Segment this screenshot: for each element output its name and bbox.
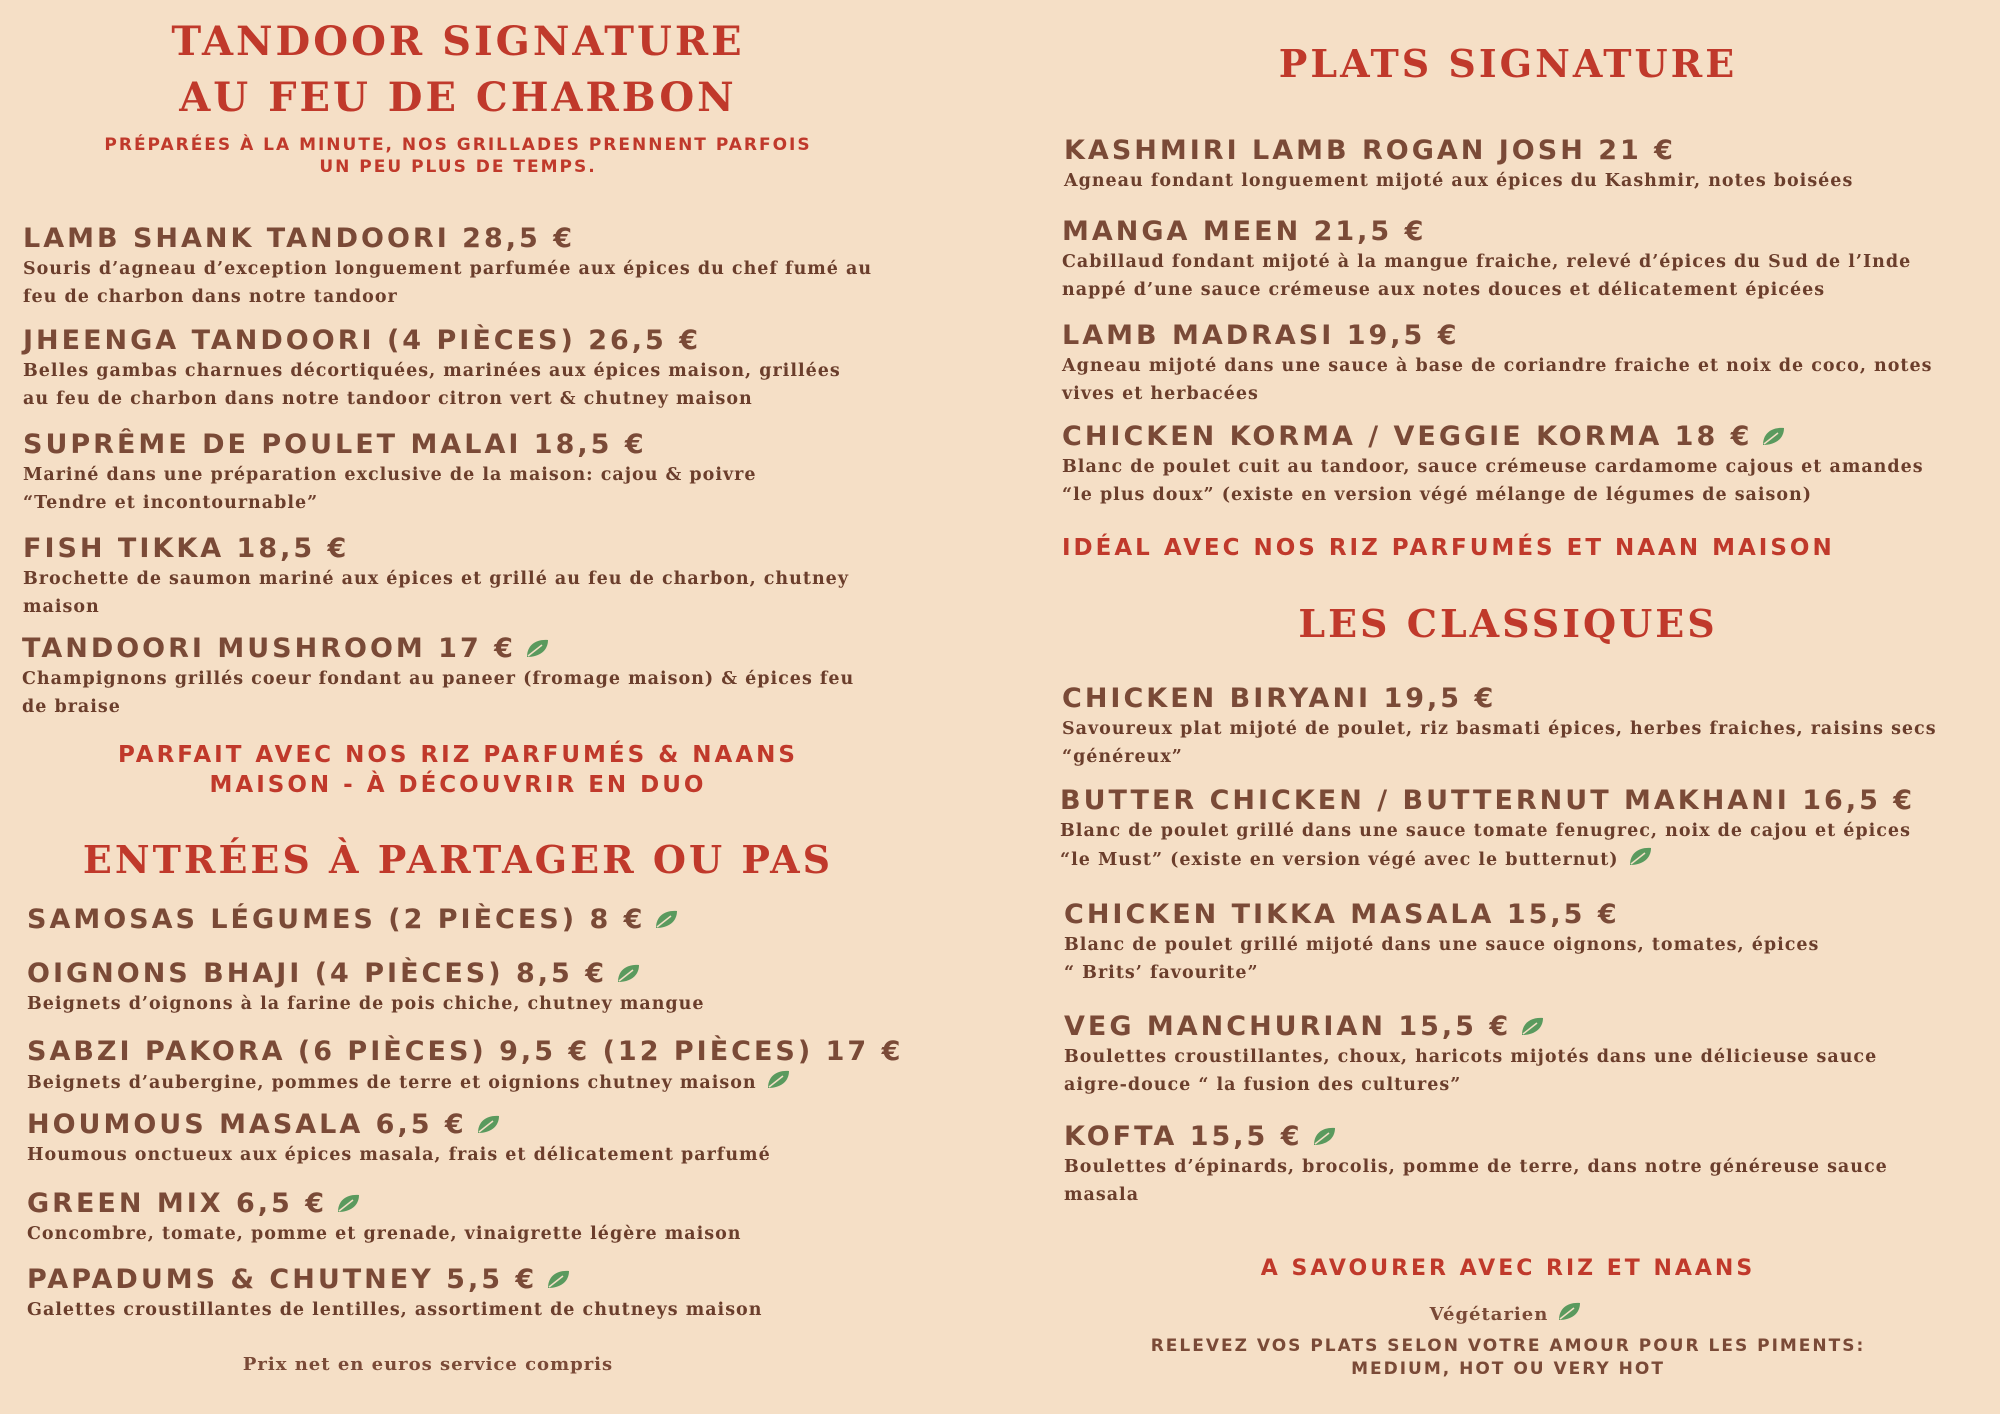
pairing-line: MAISON - À DÉCOUVRIR EN DUO	[209, 772, 707, 798]
dish-name: MANGA MEEN 21,5 €	[1062, 216, 1427, 247]
dish-desc-text: “le Must” (existe en version végé avec le butternut)	[1060, 850, 1619, 870]
dish-desc-line: Cabillaud fondant mijoté à la mangue fraiche, relevé d’épices du Sud de l’Inde	[1062, 252, 1912, 272]
dish-description	[1062, 453, 1924, 509]
tandoor-pairing-note	[18, 740, 898, 800]
dish-description	[27, 1068, 903, 1097]
dish-description	[1062, 715, 1937, 771]
dish-name: LAMB SHANK TANDOORI 28,5 €	[23, 223, 575, 254]
dish-description	[23, 565, 849, 621]
dish-description: Concombre, tomate, pomme et grenade, vinaigrette légère maison	[27, 1224, 742, 1244]
dish-name: KASHMIRI LAMB ROGAN JOSH 21 €	[1064, 135, 1676, 166]
dish-name	[27, 1264, 762, 1296]
menu-item	[23, 223, 872, 311]
dish-desc-line: “généreux”	[1062, 747, 1183, 767]
dish-desc-line	[1060, 845, 1915, 874]
dish-description	[1064, 1153, 1888, 1209]
dish-desc-line: au feu de charbon dans notre tandoor citron vert & chutney maison	[23, 389, 753, 409]
dish-desc-line: Boulettes croustillantes, choux, haricots mijotés dans une délicieuse sauce	[1064, 1047, 1878, 1067]
dish-name	[27, 958, 705, 990]
dish-name-text: VEG MANCHURIAN 15,5 €	[1064, 1011, 1512, 1042]
dish-desc-line: masala	[1064, 1185, 1140, 1205]
dish-name: CHICKEN TIKKA MASALA 15,5 €	[1064, 899, 1620, 930]
dish-name-text: TANDOORI MUSHROOM 17 €	[22, 633, 516, 664]
menu-item	[23, 325, 841, 413]
tandoor-note-line1: PRÉPARÉES À LA MINUTE, NOS GRILLADES PRENNENT PARFOIS	[104, 135, 812, 155]
dish-desc-line: Blanc de poulet grillé dans une sauce tomate fenugrec, noix de cajou et épices	[1060, 821, 1911, 841]
dish-desc-line: Savoureux plat mijoté de poulet, riz basmati épices, herbes fraiches, raisins secs	[1062, 719, 1937, 739]
menu-item	[27, 904, 683, 936]
vegetarian-leaf-icon	[475, 1113, 505, 1135]
dish-desc-line: nappé d’une sauce crémeuse aux notes douces et délicatement épicées	[1062, 280, 1826, 300]
dish-name-text: OIGNONS BHAJI (4 PIÈCES) 8,5 €	[27, 958, 607, 989]
vegetarian-leaf-icon	[1311, 1125, 1341, 1147]
dish-desc-line: feu de charbon dans notre tandoor	[23, 287, 398, 307]
dish-desc-line: Mariné dans une préparation exclusive de la maison: cajou & poivre	[23, 465, 757, 485]
dish-description	[1062, 352, 1933, 408]
dish-description: Galettes croustillantes de lentilles, assortiment de chutneys maison	[27, 1300, 763, 1320]
menu-item	[1064, 899, 1819, 987]
dish-name	[22, 633, 854, 665]
dish-desc-line: Belles gambas charnues décortiquées, marinées aux épices maison, grillées	[23, 361, 841, 381]
dish-name: SUPRÊME DE POULET MALAI 18,5 €	[23, 429, 647, 460]
signature-title: PLATS SIGNATURE	[1278, 41, 1738, 86]
dish-description	[23, 357, 841, 413]
menu-item	[1064, 1011, 1877, 1099]
dish-description	[23, 255, 872, 311]
vegetarian-leaf-icon	[545, 1268, 575, 1290]
dish-desc-line: “ Brits’ favourite”	[1064, 963, 1259, 983]
dish-name: JHEENGA TANDOORI (4 PIÈCES) 26,5 €	[23, 325, 702, 356]
menu-item	[27, 1036, 903, 1097]
classiques-pairing-note: A SAVOURER AVEC RIZ ET NAANS	[1260, 1256, 1756, 1281]
menu-item	[1062, 683, 1937, 771]
dish-desc-line: Blanc de poulet grillé mijoté dans une sauce oignons, tomates, épices	[1064, 935, 1820, 955]
menu-item	[27, 958, 705, 1018]
price-footer: Prix net en euros service compris	[242, 1354, 614, 1375]
dish-name-text: PAPADUMS & CHUTNEY 5,5 €	[27, 1264, 538, 1295]
dish-desc-line: de braise	[22, 697, 121, 717]
tandoor-title-line2: AU FEU DE CHARBON	[179, 74, 737, 121]
menu-item	[1062, 216, 1911, 304]
dish-desc-text: Beignets d’aubergine, pommes de terre et oignions chutney maison	[27, 1073, 757, 1093]
dish-desc-line: Blanc de poulet cuit au tandoor, sauce crémeuse cardamome cajous et amandes	[1062, 457, 1924, 477]
menu-item	[27, 1109, 771, 1169]
vegetarian-legend	[1058, 1300, 1958, 1325]
dish-desc-line: Boulettes d’épinards, brocolis, pomme de terre, dans notre généreuse sauce	[1064, 1157, 1888, 1177]
dish-name: BUTTER CHICKEN / BUTTERNUT MAKHANI 16,5 €	[1060, 785, 1916, 816]
dish-desc-line: Champignons grillés coeur fondant au paneer (fromage maison) & épices feu	[22, 669, 855, 689]
dish-desc-line: vives et herbacées	[1062, 384, 1259, 404]
tandoor-note-line2: UN PEU PLUS DE TEMPS.	[319, 157, 597, 177]
dish-name-text: HOUMOUS MASALA 6,5 €	[27, 1109, 467, 1140]
dish-description	[1064, 1043, 1877, 1099]
dish-desc-line: Agneau mijoté dans une sauce à base de coriandre fraiche et noix de coco, notes	[1062, 356, 1933, 376]
vegetarian-leaf-icon	[1760, 425, 1790, 447]
dish-description	[23, 461, 757, 517]
dish-name	[27, 1188, 742, 1220]
menu-item	[1062, 421, 1924, 509]
pairing-line: PARFAIT AVEC NOS RIZ PARFUMÉS & NAANS	[118, 742, 798, 768]
dish-description: Beignets d’oignons à la farine de pois chiche, chutney mangue	[27, 994, 705, 1014]
vegetarian-leaf-icon	[765, 1068, 795, 1090]
dish-name: SABZI PAKORA (6 PIÈCES) 9,5 € (12 PIÈCES) 17 €	[27, 1036, 904, 1067]
signature-pairing-note: IDÉAL AVEC NOS RIZ PARFUMÉS ET NAAN MAISON	[1062, 535, 1835, 561]
menu-item	[27, 1264, 762, 1324]
classiques-title: LES CLASSIQUES	[1298, 601, 1718, 646]
dish-name-text: CHICKEN KORMA / VEGGIE KORMA 18 €	[1062, 421, 1753, 452]
dish-desc-line: “Tendre et incontournable”	[23, 493, 319, 513]
vegetarian-leaf-icon	[1519, 1015, 1549, 1037]
tandoor-note	[18, 134, 898, 178]
dish-name	[27, 1109, 771, 1141]
dish-name	[1064, 1121, 1888, 1153]
dish-desc-line: Brochette de saumon mariné aux épices et grillé au feu de charbon, chutney	[23, 569, 849, 589]
dish-name	[1062, 421, 1924, 453]
menu-item	[1064, 135, 1853, 195]
dish-description	[1060, 817, 1915, 874]
vegetarian-leaf-icon	[1627, 845, 1657, 867]
tandoor-title-line1: TANDOOR SIGNATURE	[171, 18, 745, 65]
menu-item	[22, 633, 854, 721]
dish-desc-line: aigre-douce “ la fusion des cultures”	[1064, 1075, 1462, 1095]
dish-desc-line: Agneau fondant longuement mijoté aux épices du Kashmir, notes boisées	[1064, 171, 1854, 191]
dish-name	[1064, 1011, 1877, 1043]
menu-item	[1062, 320, 1933, 408]
menu-item	[23, 533, 849, 621]
dish-name-text: SAMOSAS LÉGUMES (2 PIÈCES) 8 €	[27, 904, 646, 935]
dish-name: LAMB MADRASI 19,5 €	[1062, 320, 1460, 351]
vegetarian-leaf-icon	[653, 908, 683, 930]
menu-item	[27, 1188, 742, 1248]
dish-desc-line: Souris d’agneau d’exception longuement parfumée aux épices du chef fumé au	[23, 259, 873, 279]
menu-item	[1060, 785, 1915, 874]
menu-item	[1064, 1121, 1888, 1209]
dish-name: CHICKEN BIRYANI 19,5 €	[1062, 683, 1497, 714]
vegetarian-leaf-icon	[335, 1192, 365, 1214]
spice-line: MEDIUM, HOT OU VERY HOT	[1351, 1359, 1665, 1379]
dish-name	[27, 904, 683, 936]
vegetarian-leaf-icon	[615, 962, 645, 984]
legend-label: Végétarien	[1429, 1304, 1549, 1325]
menu-item	[23, 429, 757, 517]
entrees-title: ENTRÉES À PARTAGER OU PAS	[82, 837, 834, 882]
dish-name: FISH TIKKA 18,5 €	[23, 533, 350, 564]
dish-description	[22, 665, 854, 721]
tandoor-heading	[138, 14, 778, 126]
spice-level-note	[1058, 1335, 1958, 1381]
vegetarian-leaf-icon	[1556, 1300, 1586, 1322]
spice-line: RELEVEZ VOS PLATS SELON VOTRE AMOUR POUR LES PIMENTS:	[1150, 1336, 1866, 1356]
dish-description	[1064, 931, 1819, 987]
dish-description	[1064, 167, 1853, 195]
dish-desc-line: maison	[23, 597, 100, 617]
dish-desc-line: “le plus doux” (existe en version végé mélange de légumes de saison)	[1062, 485, 1813, 505]
dish-description: Houmous onctueux aux épices masala, frais et délicatement parfumé	[27, 1145, 771, 1165]
dish-description	[1062, 248, 1911, 304]
dish-name-text: KOFTA 15,5 €	[1064, 1121, 1303, 1152]
vegetarian-leaf-icon	[524, 637, 554, 659]
dish-name-text: GREEN MIX 6,5 €	[27, 1188, 327, 1219]
